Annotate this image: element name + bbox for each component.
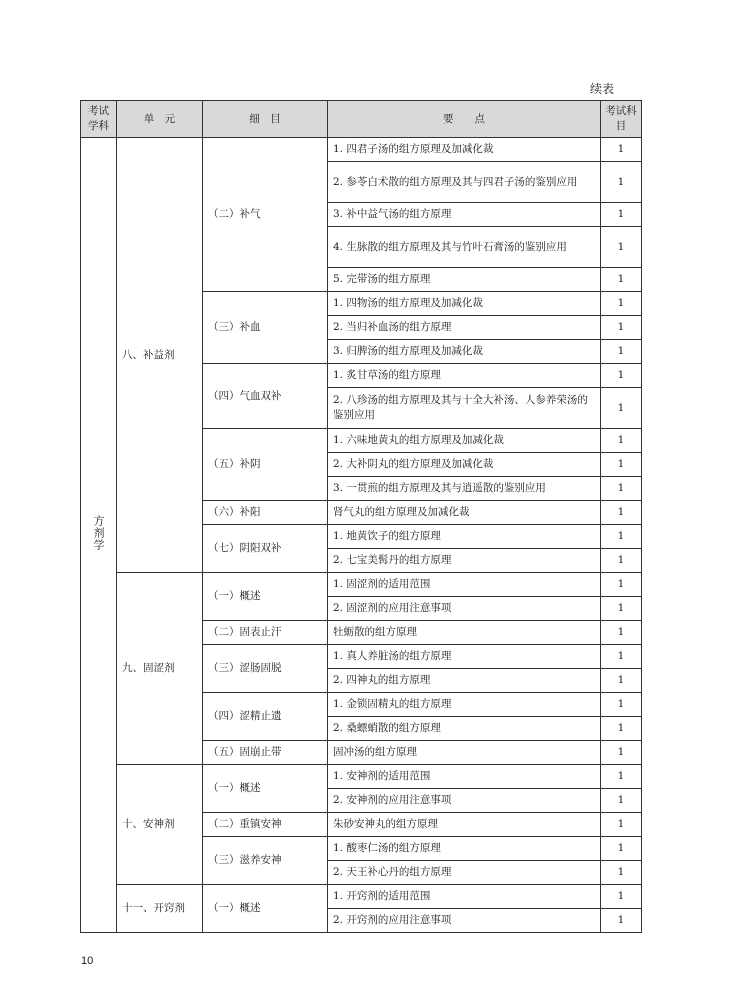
score-cell: 1 <box>601 501 642 525</box>
header-score: 考试科目 <box>601 101 642 138</box>
detail-cell: （五）固崩止带 <box>203 741 328 765</box>
point-cell: 1. 金锁固精丸的组方原理 <box>328 693 601 717</box>
detail-cell: （六）补阳 <box>203 501 328 525</box>
point-cell: 2. 四神丸的组方原理 <box>328 669 601 693</box>
score-cell: 1 <box>601 669 642 693</box>
point-cell: 2. 当归补血汤的组方原理 <box>328 316 601 340</box>
score-cell: 1 <box>601 429 642 453</box>
score-cell: 1 <box>601 909 642 933</box>
detail-cell: （一）概述 <box>203 885 328 933</box>
point-cell: 2. 开窍剂的应用注意事项 <box>328 909 601 933</box>
unit-cell: 八、补益剂 <box>117 138 203 573</box>
point-cell: 2. 参苓白术散的组方原理及其与四君子汤的鉴别应用 <box>328 162 601 203</box>
score-cell: 1 <box>601 693 642 717</box>
point-cell: 1. 四君子汤的组方原理及加减化裁 <box>328 138 601 162</box>
point-cell: 1. 酸枣仁汤的组方原理 <box>328 837 601 861</box>
score-cell: 1 <box>601 645 642 669</box>
header-subject: 考试学科 <box>81 101 117 138</box>
point-cell: 5. 完带汤的组方原理 <box>328 268 601 292</box>
point-cell: 1. 真人养脏汤的组方原理 <box>328 645 601 669</box>
score-cell: 1 <box>601 813 642 837</box>
page-number: 10 <box>81 955 94 967</box>
detail-cell: （七）阴阳双补 <box>203 525 328 573</box>
header-detail: 细 目 <box>203 101 328 138</box>
detail-cell: （一）概述 <box>203 765 328 813</box>
detail-cell: （四）涩精止遗 <box>203 693 328 741</box>
score-cell: 1 <box>601 477 642 501</box>
point-cell: 牡蛎散的组方原理 <box>328 621 601 645</box>
point-cell: 朱砂安神丸的组方原理 <box>328 813 601 837</box>
score-cell: 1 <box>601 138 642 162</box>
point-cell: 2. 桑螵蛸散的组方原理 <box>328 717 601 741</box>
unit-cell: 十一、开窍剂 <box>117 885 203 933</box>
point-cell: 1. 地黄饮子的组方原理 <box>328 525 601 549</box>
score-cell: 1 <box>601 549 642 573</box>
score-cell: 1 <box>601 316 642 340</box>
point-cell: 1. 炙甘草汤的组方原理 <box>328 364 601 388</box>
point-cell: 1. 固涩剂的适用范围 <box>328 573 601 597</box>
score-cell: 1 <box>601 453 642 477</box>
header-unit: 单 元 <box>117 101 203 138</box>
point-cell: 2. 大补阴丸的组方原理及加减化裁 <box>328 453 601 477</box>
score-cell: 1 <box>601 364 642 388</box>
table-row <box>81 138 642 162</box>
point-cell: 1. 四物汤的组方原理及加减化裁 <box>328 292 601 316</box>
detail-cell: （四）气血双补 <box>203 364 328 429</box>
point-cell: 4. 生脉散的组方原理及其与竹叶石膏汤的鉴别应用 <box>328 227 601 268</box>
subject-cell <box>81 138 117 933</box>
score-cell: 1 <box>601 765 642 789</box>
score-cell: 1 <box>601 717 642 741</box>
score-cell: 1 <box>601 388 642 429</box>
score-cell: 1 <box>601 573 642 597</box>
score-cell: 1 <box>601 268 642 292</box>
point-cell: 1. 六味地黄丸的组方原理及加减化裁 <box>328 429 601 453</box>
score-cell: 1 <box>601 789 642 813</box>
score-cell: 1 <box>601 741 642 765</box>
point-cell: 2. 安神剂的应用注意事项 <box>328 789 601 813</box>
score-cell: 1 <box>601 227 642 268</box>
table-row <box>81 765 642 789</box>
score-cell: 1 <box>601 162 642 203</box>
table-row <box>81 573 642 597</box>
continued-label: 续表 <box>590 82 615 96</box>
score-cell: 1 <box>601 292 642 316</box>
score-cell: 1 <box>601 597 642 621</box>
score-cell: 1 <box>601 885 642 909</box>
detail-cell: （三）涩肠固脱 <box>203 645 328 693</box>
detail-cell: （一）概述 <box>203 573 328 621</box>
syllabus-table <box>80 100 642 933</box>
score-cell: 1 <box>601 525 642 549</box>
score-cell: 1 <box>601 203 642 227</box>
point-cell: 固冲汤的组方原理 <box>328 741 601 765</box>
unit-cell: 九、固涩剂 <box>117 573 203 765</box>
table-header <box>81 101 642 138</box>
detail-cell: （三）滋养安神 <box>203 837 328 885</box>
detail-cell: （二）固表止汗 <box>203 621 328 645</box>
score-cell: 1 <box>601 837 642 861</box>
point-cell: 2. 天王补心丹的组方原理 <box>328 861 601 885</box>
detail-cell: （三）补血 <box>203 292 328 364</box>
point-cell: 1. 安神剂的适用范围 <box>328 765 601 789</box>
score-cell: 1 <box>601 621 642 645</box>
detail-cell: （二）补气 <box>203 138 328 292</box>
point-cell: 3. 归脾汤的组方原理及加减化裁 <box>328 340 601 364</box>
point-cell: 2. 固涩剂的应用注意事项 <box>328 597 601 621</box>
score-cell: 1 <box>601 861 642 885</box>
point-cell: 肾气丸的组方原理及加减化裁 <box>328 501 601 525</box>
detail-cell: （二）重镇安神 <box>203 813 328 837</box>
detail-cell: （五）补阴 <box>203 429 328 501</box>
point-cell: 2. 八珍汤的组方原理及其与十全大补汤、人参养荣汤的鉴别应用 <box>328 388 601 429</box>
table-row <box>81 885 642 909</box>
score-cell: 1 <box>601 340 642 364</box>
point-cell: 1. 开窍剂的适用范围 <box>328 885 601 909</box>
point-cell: 2. 七宝美髯丹的组方原理 <box>328 549 601 573</box>
unit-cell: 十、安神剂 <box>117 765 203 885</box>
point-cell: 3. 补中益气汤的组方原理 <box>328 203 601 227</box>
point-cell: 3. 一贯煎的组方原理及其与逍遥散的鉴别应用 <box>328 477 601 501</box>
subject-name: 方剂学 <box>92 514 105 551</box>
header-points: 要 点 <box>328 101 601 138</box>
